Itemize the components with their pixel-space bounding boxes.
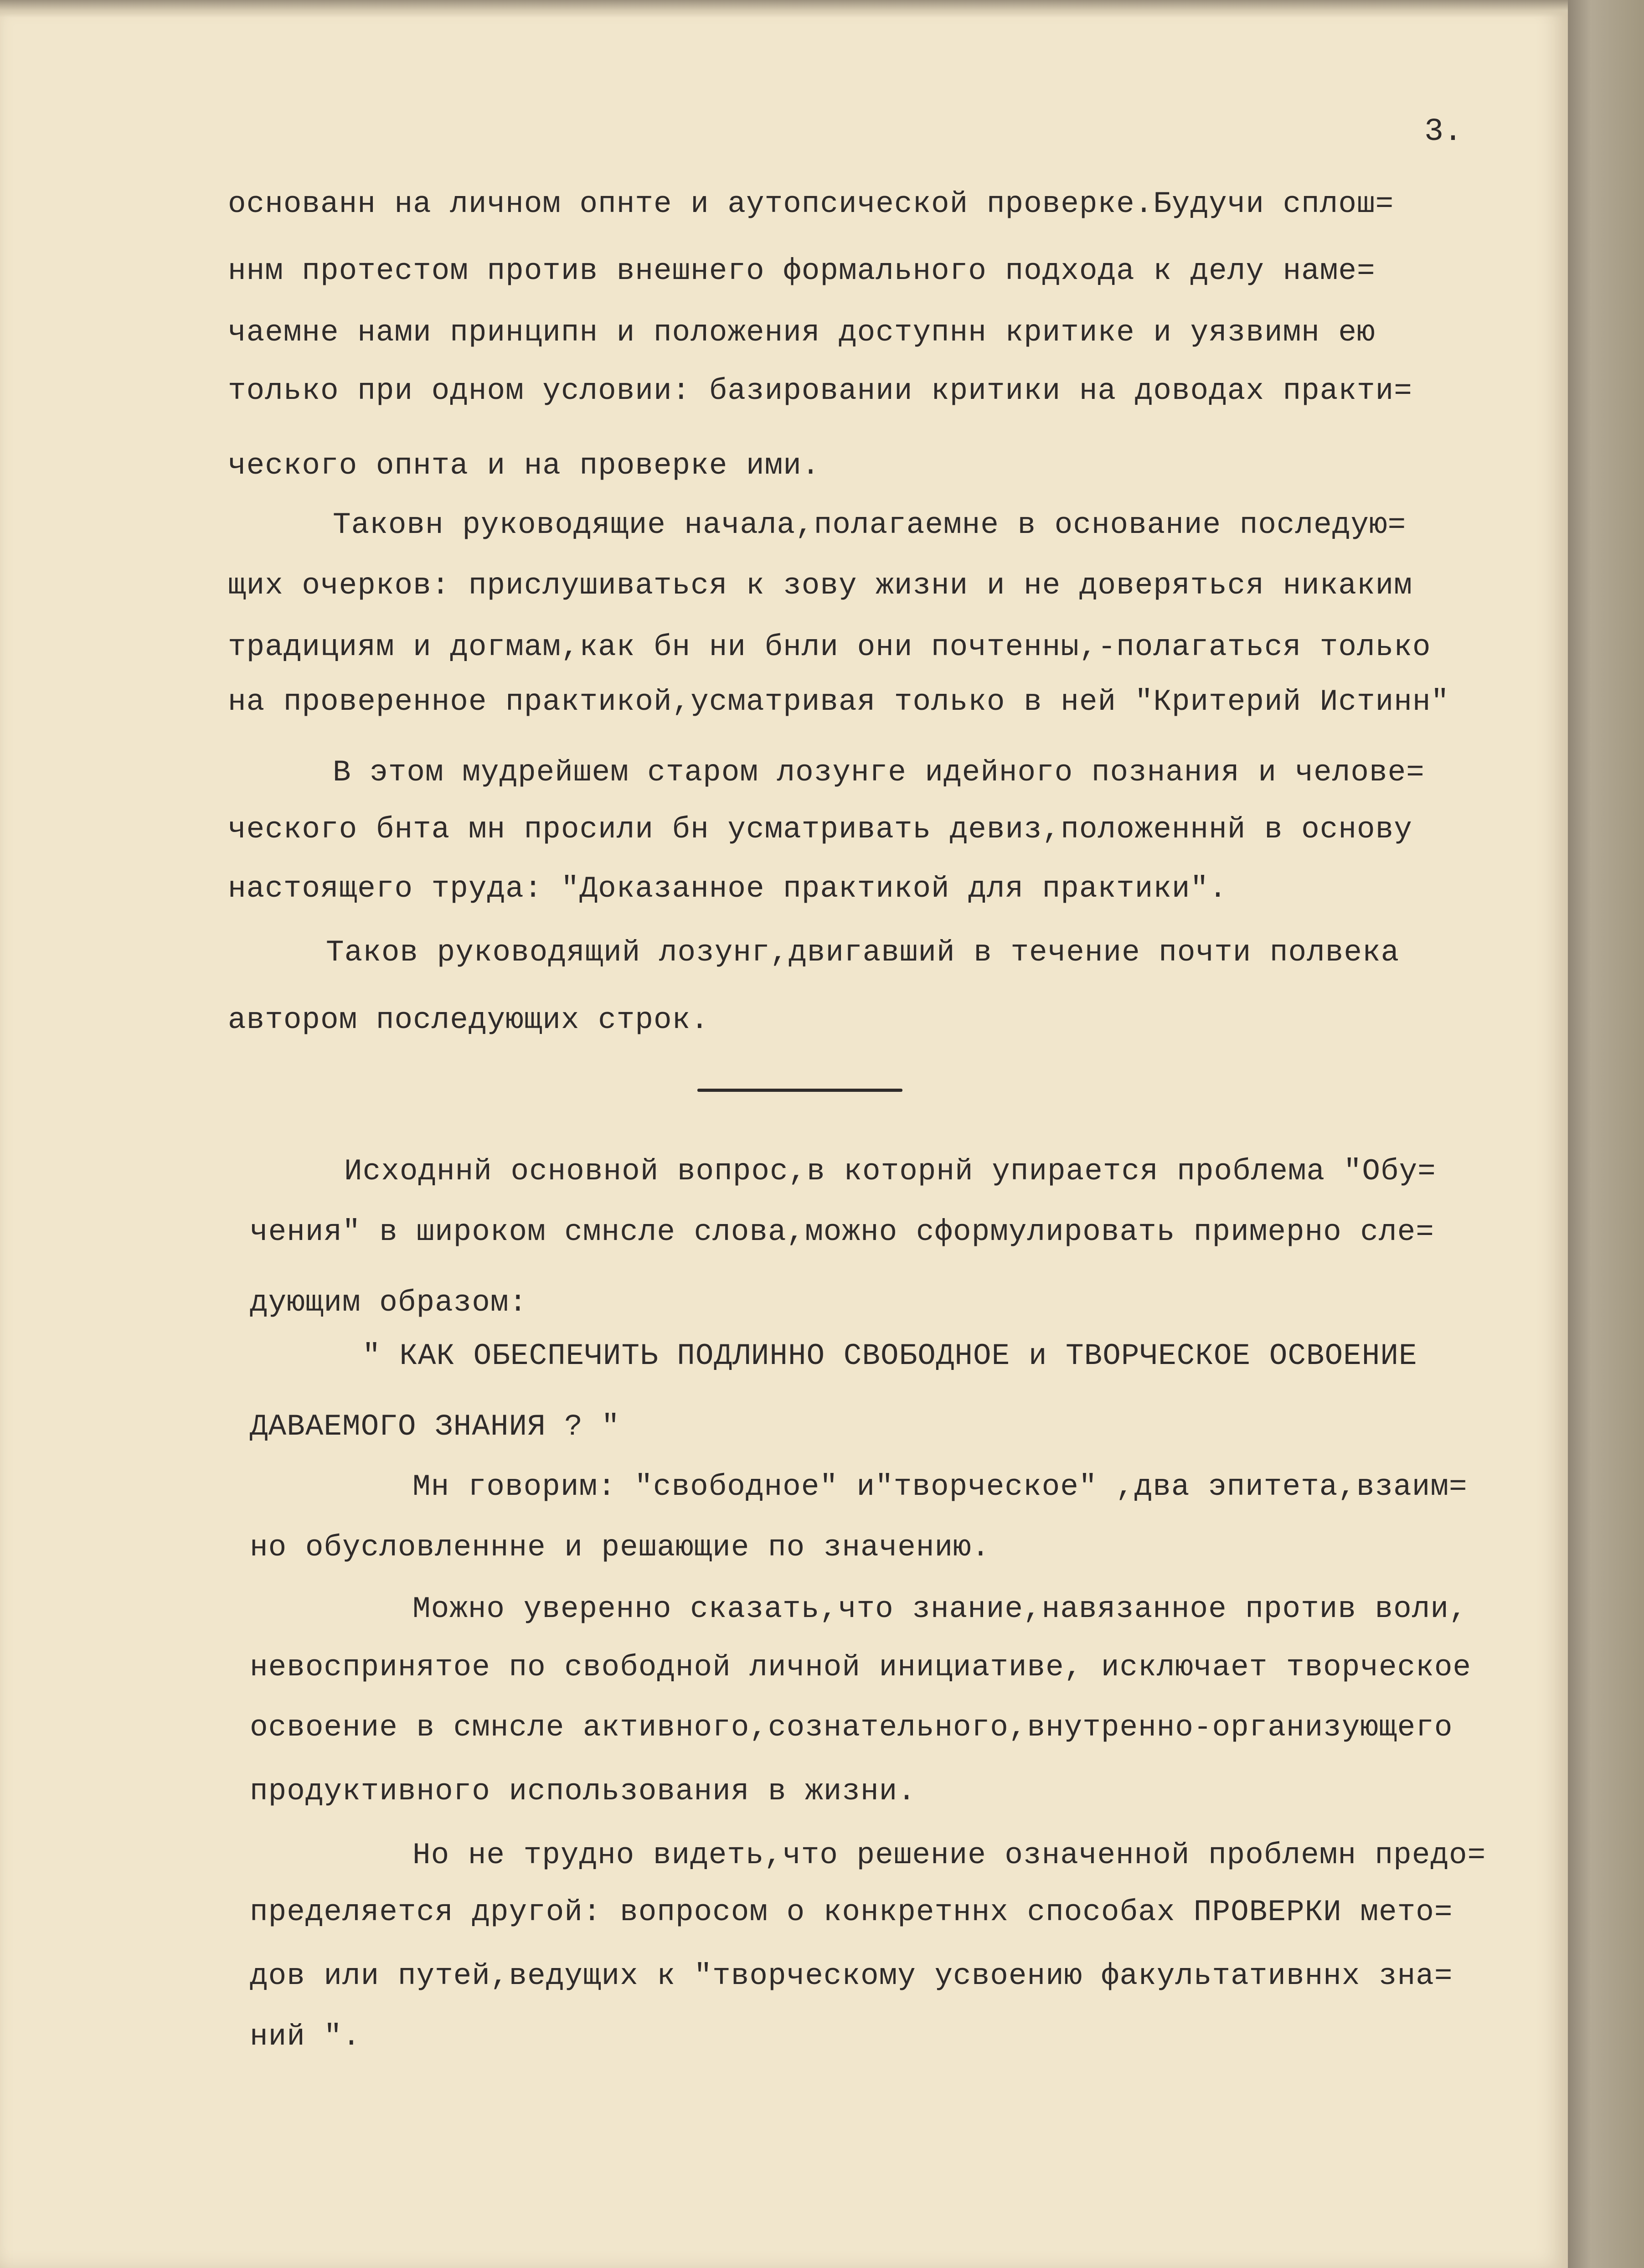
text-line: традициям и догмам,как бн ни бнли они почтенны,-полагаться только [228,630,1431,664]
text-line: основанн на личном опнте и аутопсической проверке.Будучи сплош= [228,187,1394,221]
page-edge [1568,0,1644,2268]
text-line: В этом мудрейшем старом лозунге идейного познания и челове= [333,755,1425,790]
text-line: ческого бнта мн просили бн усматривать девиз,положенннй в основу [228,812,1412,847]
section-divider [697,1089,902,1092]
text-line: освоение в смнсле активного,сознательного,внутренно-организующего [250,1710,1453,1745]
text-line: невоспринятое по свободной личной инициативе, исключает творческое [250,1650,1472,1684]
text-line: Но не трудно видеть,что решение означенной проблемн предо= [412,1838,1486,1872]
text-line: ний ". [250,2020,361,2054]
text-line: на проверенное практикой,усматривая только в ней "Критерий Истинн" [228,685,1450,719]
text-line: Таковн руководящие начала,полагаемне в основание последую= [333,508,1407,542]
text-line: чения" в широком смнсле слова,можно сформулировать примерно сле= [250,1215,1434,1249]
page-number: 3. [1424,114,1463,150]
text-line: Мн говорим: "свободное" и"творческое" ,два эпитета,взаим= [412,1470,1468,1504]
text-line: пределяется другой: вопросом о конкретннх способах ПРОВЕРКИ мето= [250,1895,1453,1929]
heading-line: ДАВАЕМОГО ЗНАНИЯ ? " [250,1410,620,1444]
text-line: дующим образом: [250,1286,528,1320]
text-line: автором последующих строк. [228,1003,709,1037]
text-line: настоящего труда: "Доказанное практикой для практики". [228,872,1227,906]
text-line: Таков руководящий лозунг,двигавший в течение почти полвека [326,935,1400,970]
text-line: только при одном условии: базировании критики на доводах практи= [228,374,1412,408]
text-line: продуктивного использования в жизни. [250,1774,916,1808]
text-line: но обусловленнне и решающие по значению. [250,1530,990,1565]
text-line: чаемне нами принципн и положения доступнн критике и уязвимн ею [228,315,1376,350]
text-line: Можно уверенно сказать,что знание,навязанное против воли, [412,1592,1468,1626]
text-line: ннм протестом против внешнего формального подхода к делу наме= [228,254,1376,288]
text-line: Исходннй основной вопрос,в которнй упирается проблема "Обу= [344,1154,1436,1188]
page-top-edge [0,0,1568,17]
heading-line: " КАК ОБЕСПЕЧИТЬ ПОДЛИННО СВОБОДНОЕ и ТВОРЧЕСКОЕ ОСВОЕНИЕ [362,1339,1417,1373]
text-line: щих очерков: прислушиваться к зову жизни и не доверяться никаким [228,568,1412,603]
text-line: дов или путей,ведущих к "творческому усвоению факультативннх зна= [250,1959,1453,1993]
text-line: ческого опнта и на проверке ими. [228,449,820,483]
